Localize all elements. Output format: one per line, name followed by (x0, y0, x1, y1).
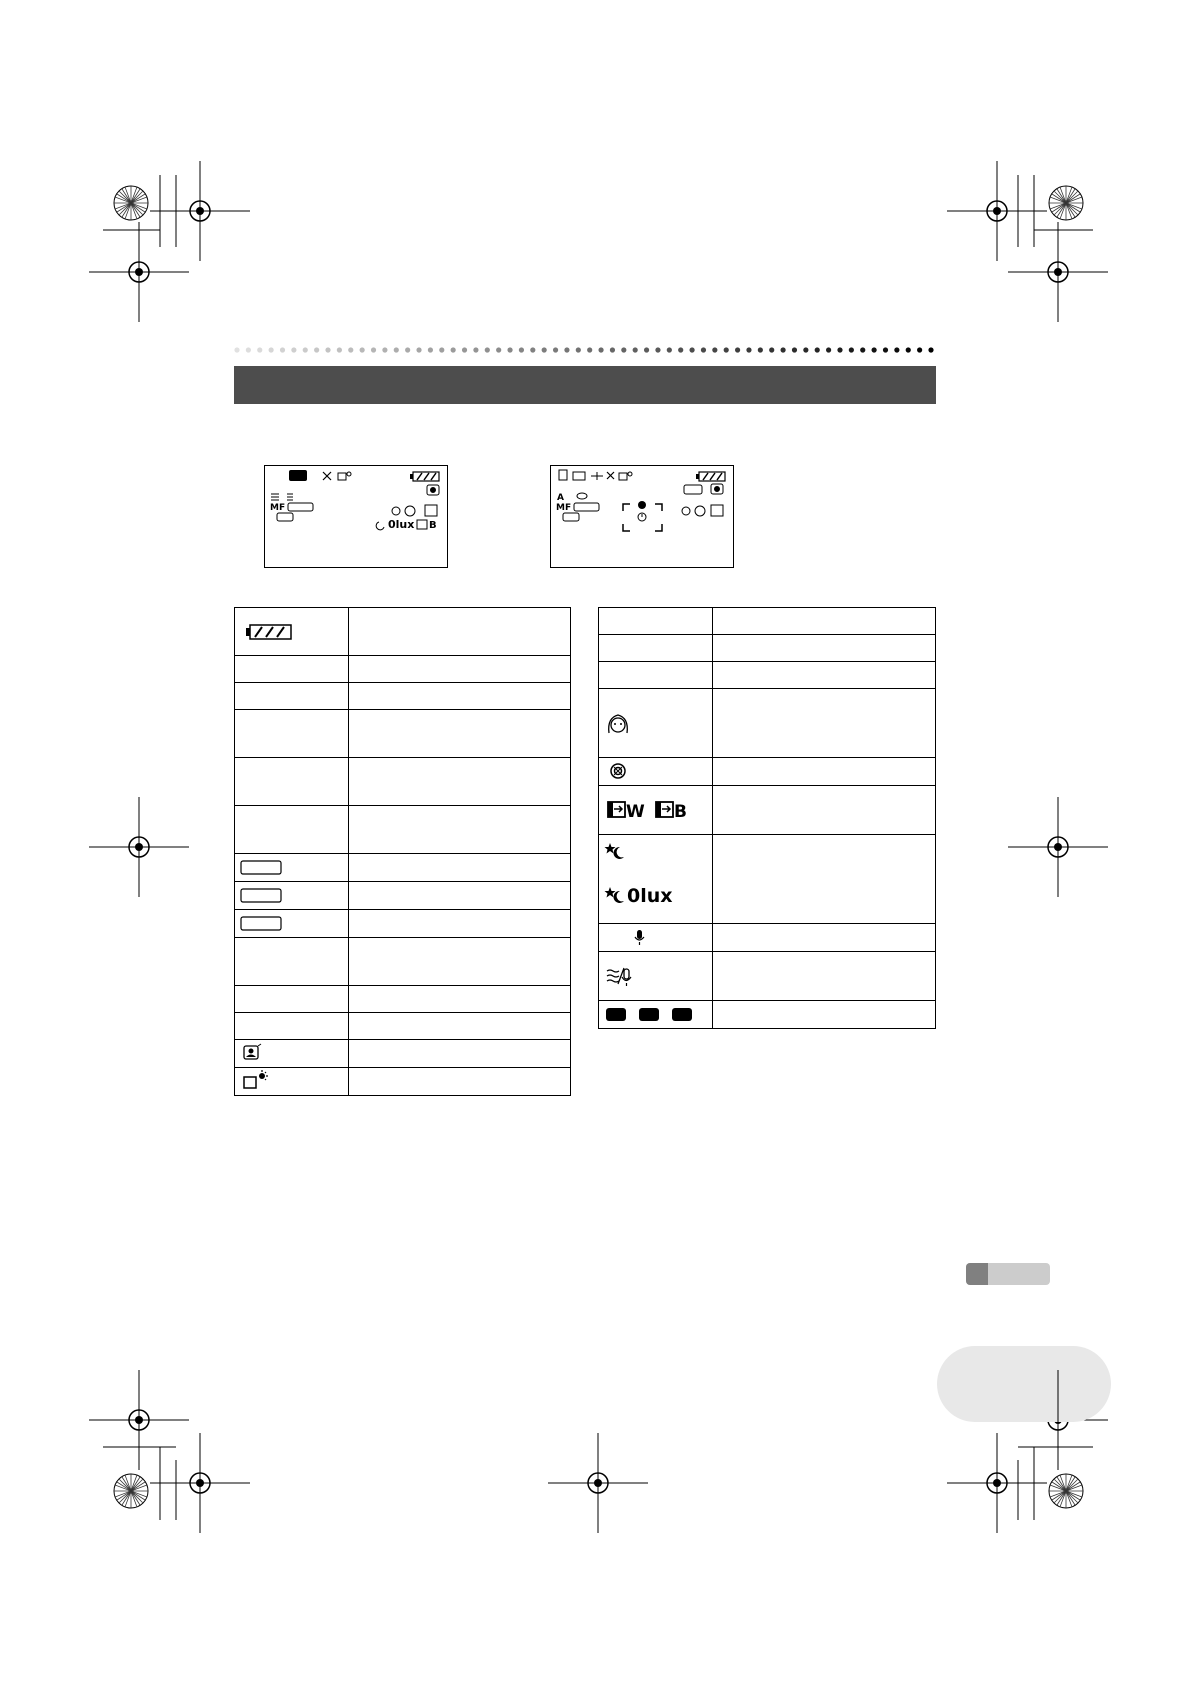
rule-dot (724, 347, 729, 352)
rule-dot (564, 347, 569, 352)
icon-cell (235, 608, 349, 656)
rule-dot (439, 347, 444, 352)
rule-dot (496, 347, 501, 352)
icon-cell (599, 662, 713, 689)
rule-dot (872, 347, 877, 352)
rule-dot (325, 347, 330, 352)
icon-cell (235, 1013, 349, 1040)
rule-dot (451, 347, 456, 352)
fade-white-black-icon (599, 786, 712, 834)
rule-dot (530, 347, 535, 352)
flash-label: A (557, 493, 564, 503)
table-row (599, 835, 936, 924)
zero-lux-label: 0lux (388, 518, 415, 531)
sport-icon (607, 472, 614, 479)
description-cell (713, 758, 936, 786)
page-tab-marker (966, 1263, 988, 1285)
table-row (599, 924, 936, 952)
description-cell (713, 1001, 936, 1029)
description-cell (349, 938, 571, 986)
night-icon (376, 522, 384, 530)
description-cell (349, 710, 571, 758)
rule-dot (303, 347, 308, 352)
table-row (599, 758, 936, 786)
blank-value-box (277, 513, 293, 521)
table-row (235, 986, 571, 1013)
section-header-band (234, 366, 936, 404)
value-box (684, 485, 702, 494)
icon-cell (235, 938, 349, 986)
rule-dot (735, 347, 740, 352)
rule-dot (382, 347, 387, 352)
description-cell (713, 924, 936, 952)
blank-box-icon (235, 882, 348, 909)
description-cell (349, 758, 571, 806)
mf-value-box (574, 503, 599, 511)
icon-cell (235, 1068, 349, 1096)
description-cell (713, 662, 936, 689)
soft-skin-icon (599, 758, 712, 785)
description-cell (349, 854, 571, 882)
rule-dot (780, 347, 785, 352)
rule-dot (485, 347, 490, 352)
rule-dot (769, 347, 774, 352)
description-cell (349, 882, 571, 910)
description-cell (713, 635, 936, 662)
description-cell (349, 608, 571, 656)
dotted-rule (234, 346, 934, 354)
description-cell (713, 835, 936, 924)
blank-box-icon (235, 854, 348, 881)
table-row (599, 952, 936, 1001)
description-cell (349, 683, 571, 710)
description-cell (349, 1013, 571, 1040)
wind-noise-icon (271, 494, 293, 500)
rule-dot (621, 347, 626, 352)
rule-dot (883, 347, 888, 352)
rule-dot (667, 347, 672, 352)
icon-cell (599, 835, 713, 924)
rule-dot (928, 347, 933, 352)
battery-icon (410, 472, 439, 481)
table-row (235, 710, 571, 758)
rule-dot (314, 347, 319, 352)
icon-cell (235, 854, 349, 882)
description-cell (713, 952, 936, 1001)
rule-dot (507, 347, 512, 352)
face-detect-icon (599, 689, 712, 757)
rule-dot (394, 347, 399, 352)
rule-dot (257, 347, 262, 352)
night-view-icon (599, 835, 712, 923)
zero-lux-label: 0lux (627, 885, 673, 907)
table-row (599, 635, 936, 662)
table-row (599, 608, 936, 635)
rule-dot (473, 347, 478, 352)
icon-cell (599, 758, 713, 786)
table-row (235, 938, 571, 986)
red-eye-icon (577, 493, 587, 499)
rule-dot (917, 347, 922, 352)
backlight-icon (711, 484, 723, 494)
table-row (235, 1013, 571, 1040)
rule-dot (701, 347, 706, 352)
description-cell (713, 689, 936, 758)
rule-dot (826, 347, 831, 352)
rule-dot (837, 347, 842, 352)
battery-icon (235, 608, 348, 655)
icon-cell (235, 683, 349, 710)
icon-cell (235, 1040, 349, 1068)
table-row (599, 662, 936, 689)
table-row (235, 608, 571, 656)
rule-dot (246, 347, 251, 352)
rule-dot (291, 347, 296, 352)
rule-dot (906, 347, 911, 352)
icon-cell (235, 882, 349, 910)
rule-dot (576, 347, 581, 352)
rule-dot (360, 347, 365, 352)
rule-dot (712, 347, 717, 352)
rule-dot (542, 347, 547, 352)
rule-dot (462, 347, 467, 352)
table-row (235, 1068, 571, 1096)
brightness-icon (338, 472, 351, 480)
screen-diagram-photo (550, 465, 734, 568)
rule-dot (758, 347, 763, 352)
icon-cell (599, 689, 713, 758)
icon-cell (235, 758, 349, 806)
table-row (235, 806, 571, 854)
screen-video-icons (265, 466, 447, 567)
rule-dot (416, 347, 421, 352)
rule-dot (428, 347, 433, 352)
wind-noise-icon (599, 952, 712, 1000)
rule-dot (803, 347, 808, 352)
rule-dot (371, 347, 376, 352)
rule-dot (269, 347, 274, 352)
rule-dot (610, 347, 615, 352)
rule-dot (598, 347, 603, 352)
rule-dot (234, 347, 239, 352)
description-cell (349, 806, 571, 854)
fade-box-icon (417, 520, 427, 529)
icon-table-left (234, 607, 571, 1096)
backlight-icon (427, 485, 439, 495)
description-cell (713, 786, 936, 835)
brightness-icon (619, 472, 632, 480)
rule-dot (348, 347, 353, 352)
brightness-icon (235, 1068, 348, 1095)
rule-dot (815, 347, 820, 352)
mf-value-box (288, 503, 313, 511)
rule-dot (678, 347, 683, 352)
rule-dot (633, 347, 638, 352)
mf-label: MF (556, 503, 572, 513)
focus-dot-icon (638, 501, 646, 509)
fade-icon (711, 505, 723, 516)
mode-badges-icon (599, 1001, 712, 1028)
rule-dot (587, 347, 592, 352)
sport-icon (323, 472, 331, 480)
icon-cell (235, 910, 349, 938)
mic-icon (599, 924, 712, 951)
table-row (235, 910, 571, 938)
rule-dot (280, 347, 285, 352)
rule-dot (655, 347, 660, 352)
self-timer-icon (638, 513, 646, 521)
icon-cell (599, 608, 713, 635)
icon-cell (235, 710, 349, 758)
icon-cell (235, 806, 349, 854)
rule-dot (553, 347, 558, 352)
table-row (235, 1040, 571, 1068)
icon-cell (599, 924, 713, 952)
table-row (235, 758, 571, 806)
icon-table-right (598, 607, 936, 1029)
icon-cell (599, 952, 713, 1001)
table-row (235, 882, 571, 910)
rule-dot (337, 347, 342, 352)
rule-dot (860, 347, 865, 352)
table-row (599, 689, 936, 758)
table-row (235, 656, 571, 683)
size-icon (573, 472, 585, 480)
page-number-pill (937, 1346, 1111, 1422)
fade-black-label: B (674, 802, 687, 822)
screen-diagram-video (264, 465, 448, 568)
rule-dot (792, 347, 797, 352)
mf-label: MF (270, 503, 286, 513)
rule-dot (894, 347, 899, 352)
icon-cell (599, 786, 713, 835)
battery-icon (696, 472, 725, 481)
description-cell (349, 656, 571, 683)
table-row (599, 1001, 936, 1029)
rule-dot (405, 347, 410, 352)
screen-photo-icons (551, 466, 733, 567)
backlight-icon (235, 1040, 348, 1067)
icon-cell (599, 635, 713, 662)
rule-dot (746, 347, 751, 352)
fade-icon (425, 505, 437, 516)
table-row (599, 786, 936, 835)
table-row (235, 683, 571, 710)
icon-cell (235, 656, 349, 683)
fade-label: B (429, 520, 437, 531)
blank-box-icon (235, 910, 348, 937)
rule-dot (519, 347, 524, 352)
description-cell (713, 608, 936, 635)
soft-skin-icon (682, 506, 705, 516)
rule-dot (849, 347, 854, 352)
icon-cell (235, 986, 349, 1013)
table-row (235, 854, 571, 882)
icon-cell (599, 1001, 713, 1029)
description-cell (349, 910, 571, 938)
description-cell (349, 986, 571, 1013)
description-cell (349, 1040, 571, 1068)
rule-dot (689, 347, 694, 352)
fade-white-label: W (626, 802, 645, 822)
card-icon (559, 470, 567, 480)
blank-value-box (563, 513, 579, 521)
quality-icon (591, 472, 603, 480)
soft-skin-icon (392, 506, 415, 516)
description-cell (349, 1068, 571, 1096)
rule-dot (644, 347, 649, 352)
mode-badge-icon (289, 470, 307, 481)
